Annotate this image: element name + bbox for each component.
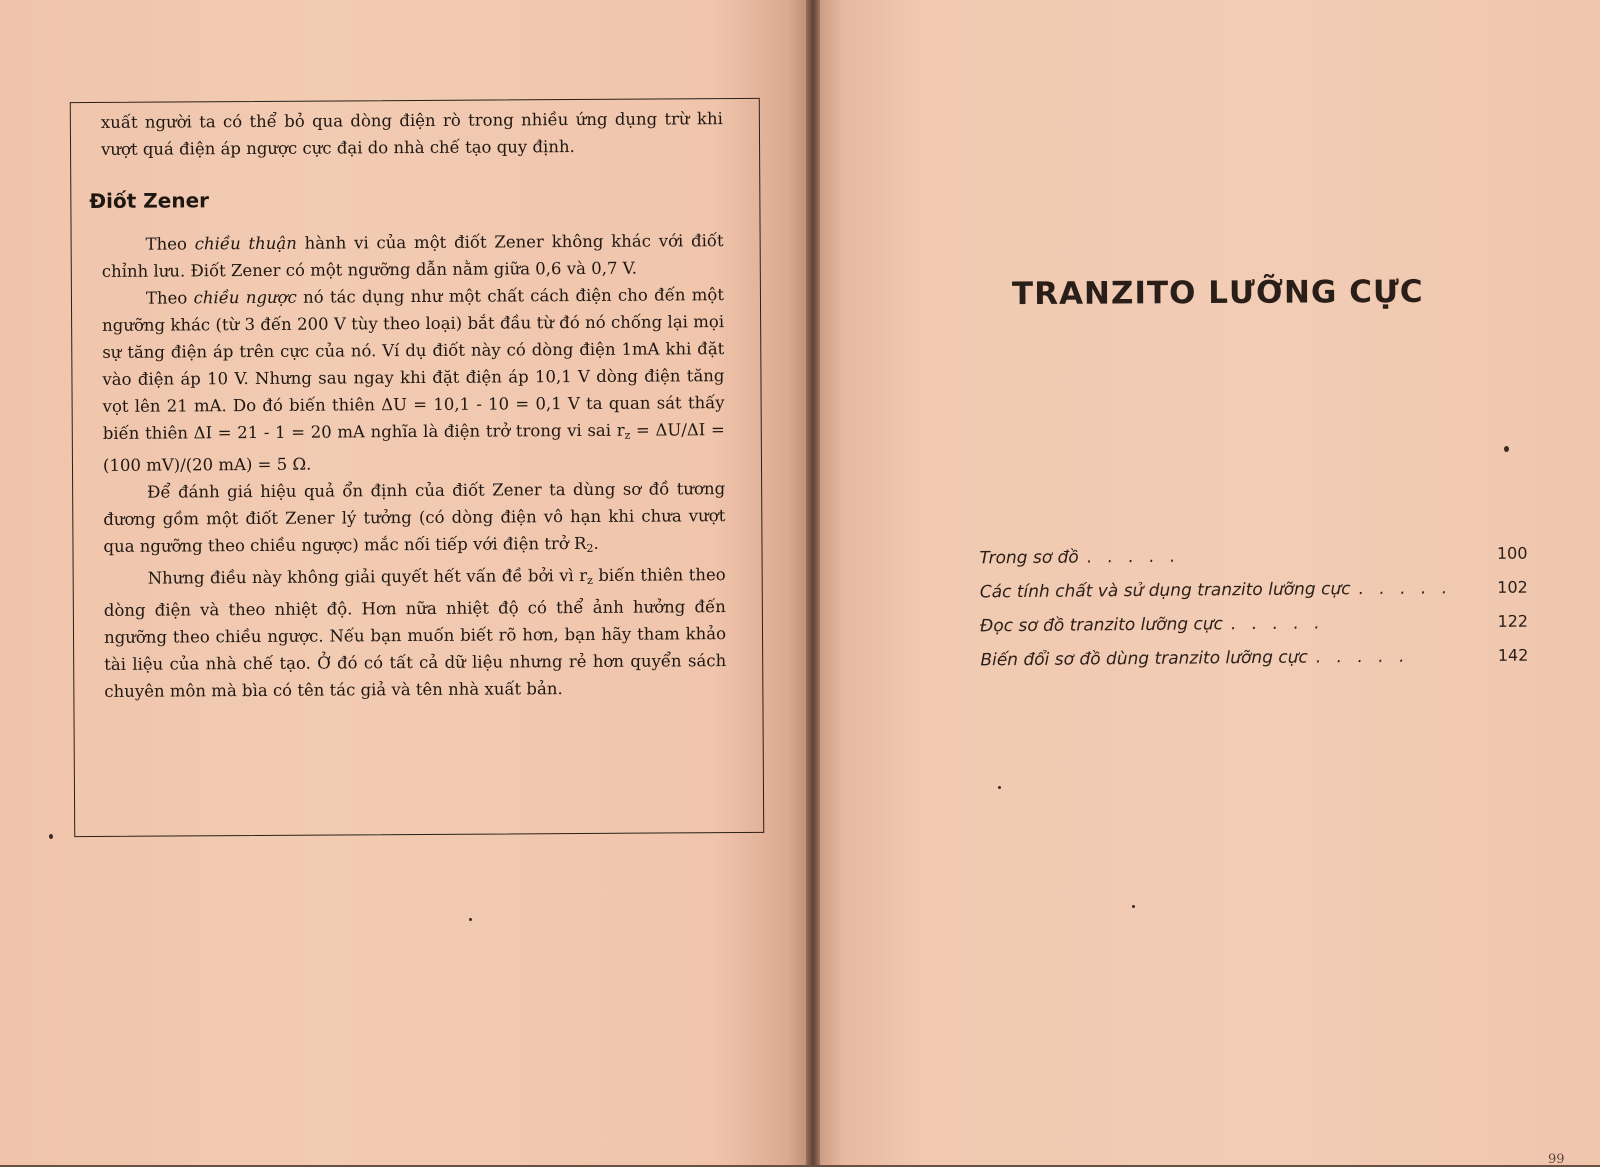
toc-leader-dots: . . . . . bbox=[1230, 613, 1325, 635]
toc-entry-page: 122 bbox=[1497, 611, 1529, 631]
toc-leader-dots: . . . . . bbox=[1086, 546, 1181, 568]
toc-entry bbox=[980, 646, 1528, 685]
book-spine bbox=[806, 0, 820, 1165]
section-heading: Điốt Zener bbox=[89, 188, 210, 213]
text-frame bbox=[70, 98, 764, 837]
toc-leader-dots: . . . . . bbox=[1315, 646, 1410, 668]
toc-entry bbox=[979, 544, 1527, 583]
toc-leader-dots: . . . . . bbox=[1358, 578, 1453, 600]
toc-entry-label: Đọc sơ đồ tranzito lưỡng cực bbox=[980, 614, 1224, 637]
intro-paragraph: xuất người ta có thể bỏ qua dòng điện rò trong nhiều ứng dụng trừ khi vượt quá điện áp ngược cực đại do nhà chế tạo quy định. bbox=[100, 109, 723, 159]
toc-entry-page: 142 bbox=[1497, 645, 1529, 665]
paragraph-reverse: Theo chiều ngược nó tác dụng như một chất cách điện cho đến một ngưỡng khác (từ 3 đến 200 V tùy theo loại) bắt đầu từ đó nó chống lại mọi sự tăng điện áp trên cực của nó. Ví dụ điốt này có dòng điện 1mA khi đặt vào điện áp 10 V. Nhưng sau ngay khi đặt điện áp 10,1 V dòng điện tăng vọt lên 21 mA. Do đó biến thiên ΔU = 10,1 - 10 = 0,1 V ta quan sát thấy biến thiên ΔI = 21 - 1 = 20 mA nghĩa là điện trở trong vi sai $r_z = \Delta U/\Delta I = (100$ mV)/(20 mA) = 5 Ω. bbox=[102, 285, 725, 475]
toc-entry-page: 100 bbox=[1496, 543, 1528, 563]
paper-speck bbox=[998, 786, 1001, 789]
toc-entry bbox=[980, 578, 1528, 617]
page-number: 99 bbox=[1548, 1152, 1565, 1167]
toc-entry-label: Biến đổi sơ đồ dùng tranzito lưỡng cực bbox=[980, 647, 1308, 671]
chapter-title: TRANZITO LƯỠNG CỰC bbox=[1011, 273, 1424, 313]
toc-entry bbox=[980, 612, 1528, 651]
toc-entry-label: Các tính chất và sử dụng tranzito lưỡng cực bbox=[979, 579, 1351, 603]
paper-speck bbox=[1504, 446, 1509, 452]
paper-speck bbox=[1132, 905, 1135, 908]
toc-entry-page: 102 bbox=[1497, 577, 1528, 597]
paragraph-temperature: Nhưng điều này không giải quyết hết vấn đề bởi vì $r_z$ biến thiên theo dòng điện và theo nhiệt độ. Hơn nữa nhiệt độ có thể ảnh hưởng đến ngưỡng theo chiều ngược. Nếu bạn muốn biết rõ hơn, bạn hãy tham khảo tài liệu của nhà chế tạo. Ở đó có tất cả dữ liệu nhưng rẻ hơn quyển sách chuyên môn mà bìa có tên tác giả và tên nhà xuất bản. bbox=[103, 565, 727, 701]
paper-speck bbox=[49, 834, 53, 839]
table-of-contents bbox=[979, 544, 1528, 685]
paragraph-equivalent: Để đánh giá hiệu quả ổn định của điốt Zener ta dùng sơ đồ tương đương gồm một điốt Zener lý tưởng (có dòng điện vô hạn khi chưa vượt qua ngưỡng theo chiều ngược) mắc nối tiếp với điện trở $R_2$. bbox=[103, 479, 726, 556]
toc-entry-label: Trong sơ đồ bbox=[979, 547, 1079, 569]
paper-speck bbox=[469, 918, 472, 921]
paragraph-forward: Theo chiều thuận hành vi của một điốt Zener không khác với điốt chỉnh lưu. Điốt Zener có một ngưỡng dẫn nằm giữa 0,6 và 0,7 V. bbox=[101, 231, 724, 281]
